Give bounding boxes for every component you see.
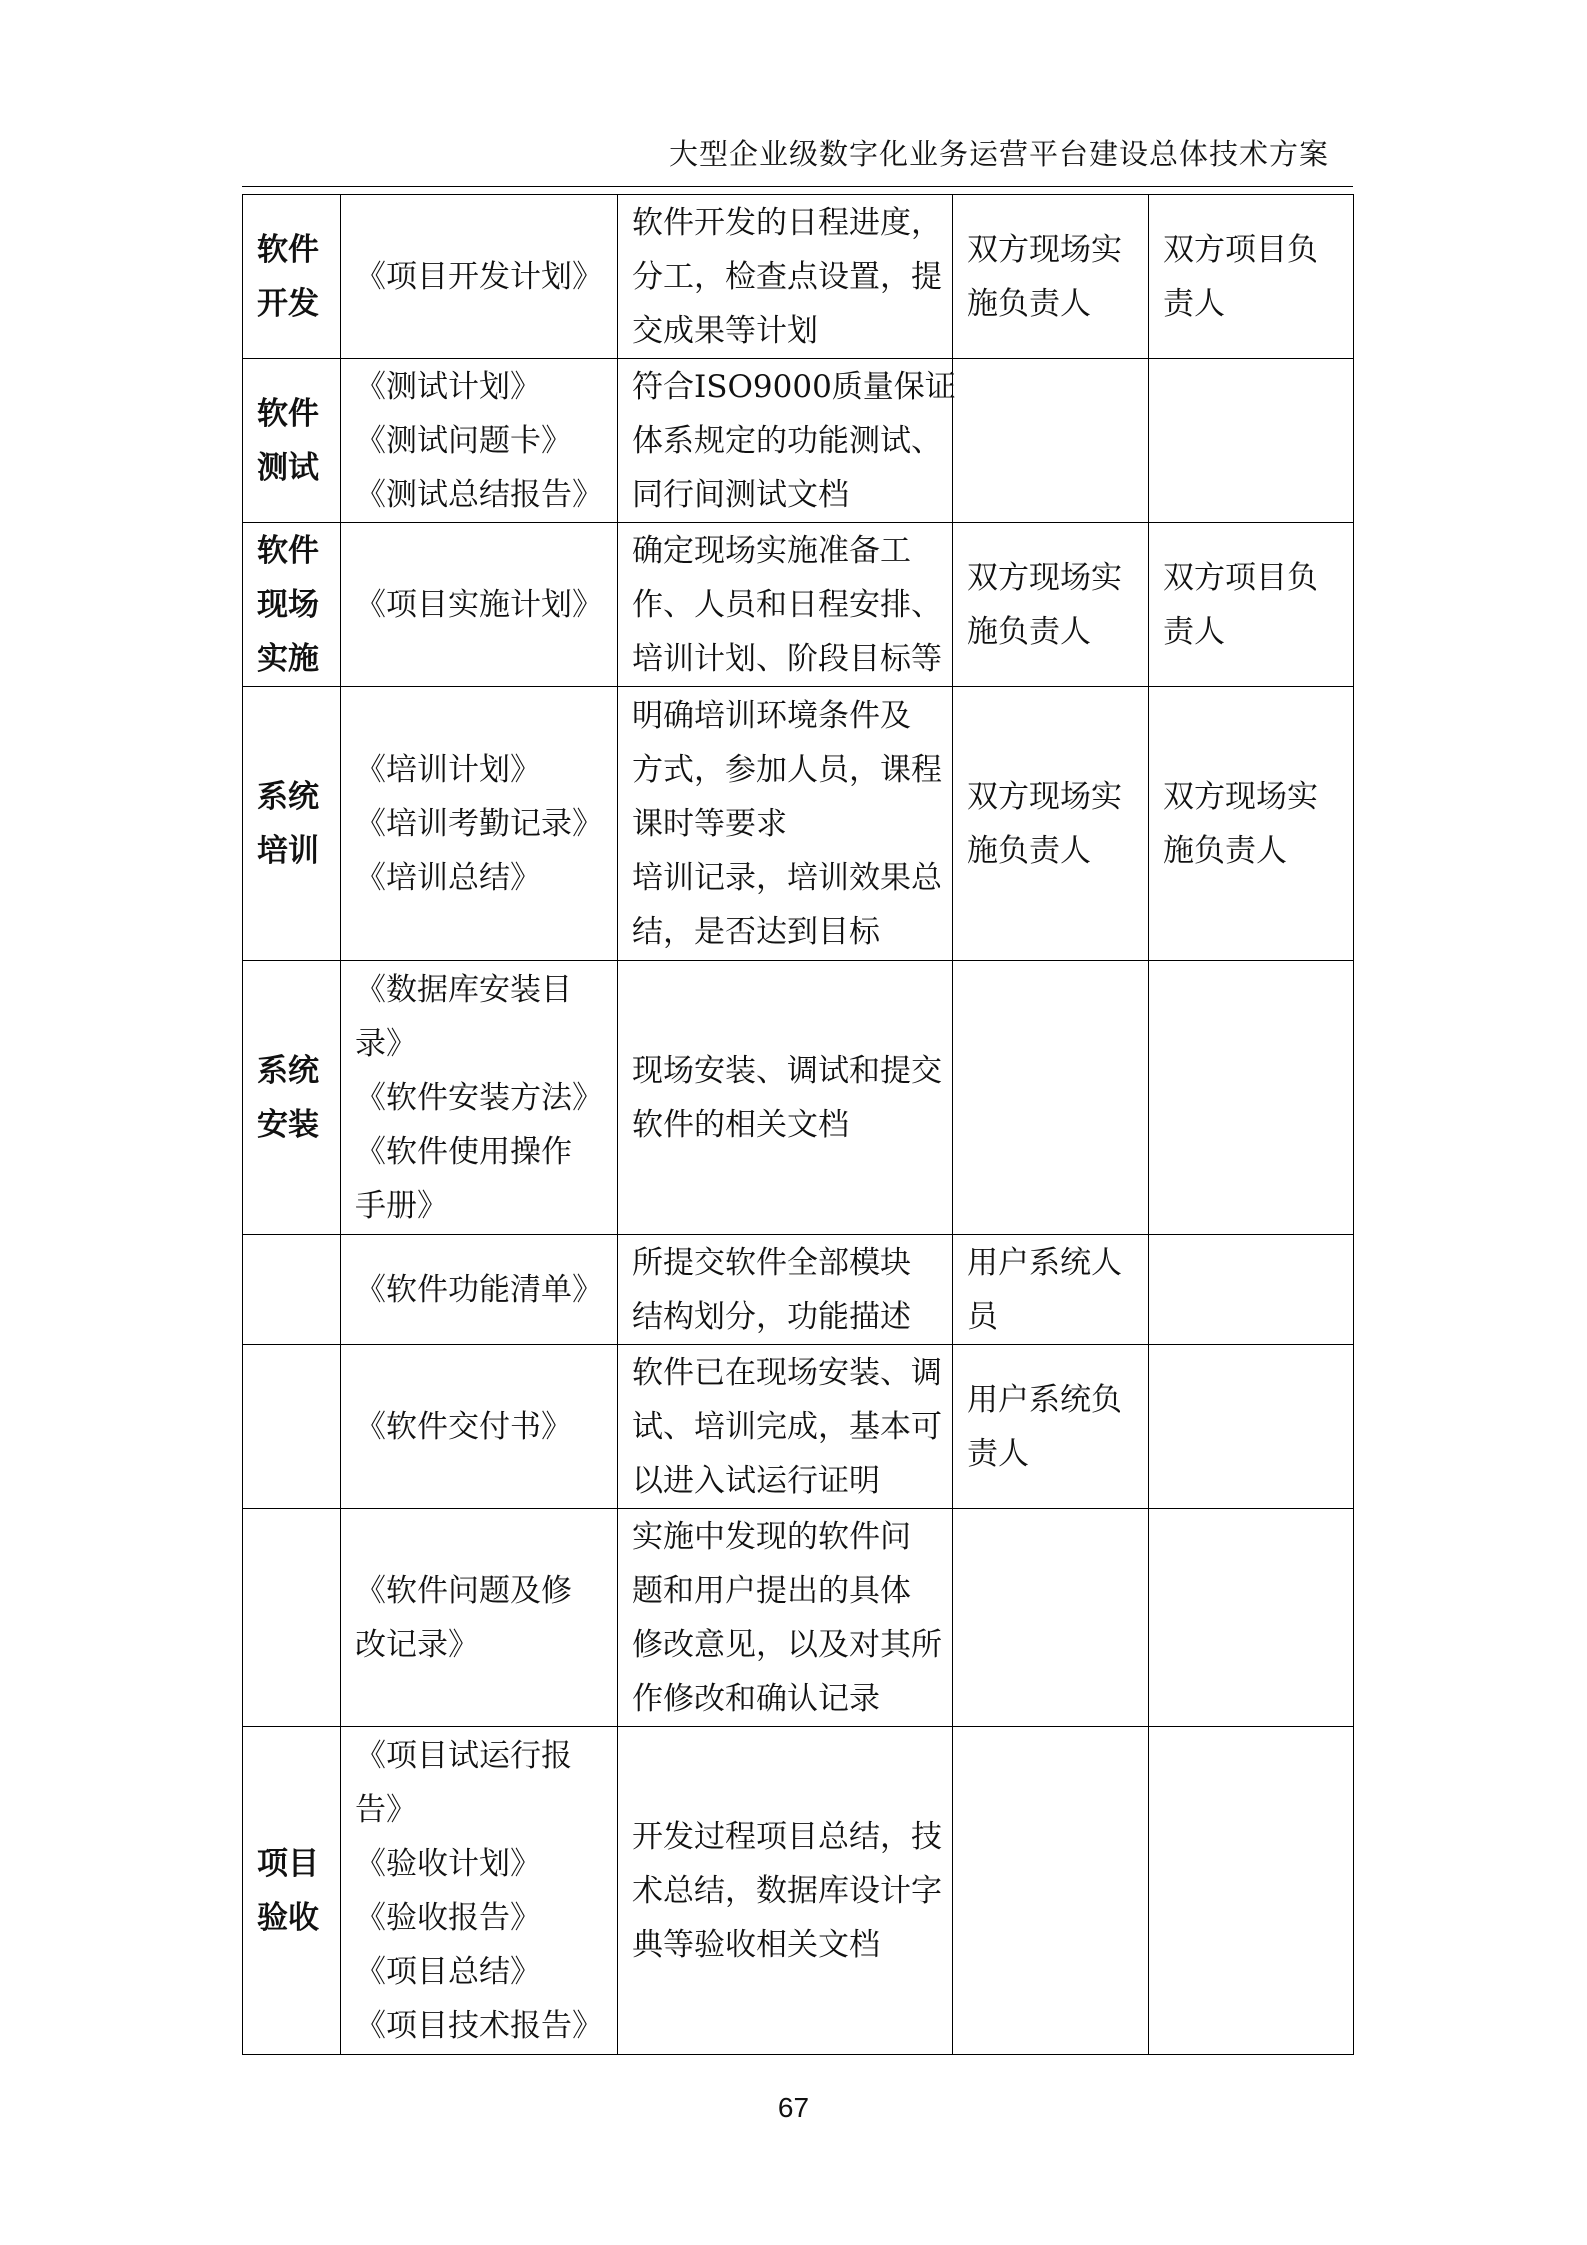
phase-cell (243, 359, 341, 523)
table-row (243, 1345, 1354, 1509)
table-body (243, 195, 1354, 2055)
cell-text-line: 现场安装、调试和提交 (632, 1052, 942, 1089)
cell-text-line: 双方现场实 (967, 559, 1122, 596)
cell-text-line: 分工，检查点设置，提 (632, 258, 942, 295)
cell-text-line: 软件 (257, 231, 319, 268)
table-row (243, 687, 1354, 961)
responsible-party-cell (953, 1345, 1149, 1509)
cell-text-line: 《测试总结报告》 (355, 476, 603, 513)
cell-text-line: 培训计划、阶段目标等 (632, 640, 942, 677)
cell-text-line: 《验收计划》 (355, 1845, 541, 1882)
cell-text-line: 《测试问题卡》 (355, 422, 572, 459)
approver-cell (1149, 523, 1354, 687)
cell-text-line: 结构划分，功能描述 (632, 1298, 911, 1335)
documents-cell (341, 523, 618, 687)
description-cell (618, 359, 956, 523)
cell-text-line: 施负责人 (967, 285, 1091, 322)
cell-text-line: 结，是否达到目标 (632, 913, 880, 950)
approver-cell (1149, 687, 1354, 961)
cell-text-line: 《软件交付书》 (355, 1408, 572, 1445)
approver-cell (1149, 1727, 1354, 2055)
table-row (243, 195, 1354, 359)
phase-cell (243, 1727, 341, 2055)
table-row (243, 1509, 1354, 1727)
table-row (243, 523, 1354, 687)
cell-text-line: 责人 (967, 1435, 1029, 1472)
documents-cell (341, 1235, 618, 1345)
cell-text-line: 安装 (257, 1106, 319, 1143)
table-row (243, 1727, 1354, 2055)
description-cell (618, 687, 953, 961)
cell-text-line: 课时等要求 (632, 805, 787, 842)
cell-text-line: 软件已在现场安装、调 (632, 1354, 942, 1391)
responsible-party-cell (953, 1235, 1149, 1345)
cell-text-line: 同行间测试文档 (632, 476, 849, 513)
documents-cell (341, 1345, 618, 1509)
cell-text-line: 试、培训完成，基本可 (632, 1408, 942, 1445)
cell-text-line: 软件开发的日程进度， (632, 204, 942, 241)
description-cell (618, 523, 953, 687)
phase-cell (243, 195, 341, 359)
documents-cell (341, 961, 618, 1235)
cell-text-line: 系统 (257, 1052, 319, 1089)
cell-text-line: 《数据库安装目 (355, 971, 572, 1008)
cell-text-line: 施负责人 (967, 832, 1091, 869)
responsible-party-cell (953, 687, 1149, 961)
cell-text-line: 《软件问题及修 (355, 1572, 572, 1609)
cell-text-line: 交成果等计划 (632, 312, 818, 349)
approver-cell (1149, 1345, 1354, 1509)
cell-text-line: 施负责人 (967, 613, 1091, 650)
approver-cell (1149, 195, 1354, 359)
cell-text-line: 《软件安装方法》 (355, 1079, 603, 1116)
cell-text-line: 《验收报告》 (355, 1899, 541, 1936)
cell-text-line: 责人 (1163, 613, 1225, 650)
cell-text-line: 作修改和确认记录 (632, 1680, 880, 1717)
cell-text-line: 修改意见，以及对其所 (632, 1626, 942, 1663)
cell-text-line: 手册》 (355, 1187, 448, 1224)
cell-text-line: 验收 (257, 1899, 319, 1936)
description-cell (618, 1727, 953, 2055)
cell-text-line: 作、人员和日程安排、 (632, 586, 942, 623)
description-cell (618, 195, 953, 359)
cell-text-line: 双方项目负 (1163, 231, 1318, 268)
phase-cell (243, 1345, 341, 1509)
cell-text-line: 《项目开发计划》 (355, 258, 603, 295)
phase-cell (243, 961, 341, 1235)
cell-text-line: 《软件使用操作 (355, 1133, 572, 1170)
cell-text-line: 以进入试运行证明 (632, 1462, 880, 1499)
cell-text-line: 明确培训环境条件及 (632, 697, 911, 734)
cell-text-line: 用户系统人 (967, 1244, 1122, 1281)
cell-text-line: 《培训总结》 (355, 859, 541, 896)
cell-text-line: 典等验收相关文档 (632, 1926, 880, 1963)
cell-text-line: 改记录》 (355, 1626, 479, 1663)
cell-text-line: 实施 (257, 640, 319, 677)
phase-cell (243, 523, 341, 687)
cell-text-line: 用户系统负 (967, 1381, 1122, 1418)
cell-text-line: 培训 (257, 832, 319, 869)
cell-text-line: 《培训考勤记录》 (355, 805, 603, 842)
table-row (243, 359, 1354, 523)
approver-cell (1149, 1509, 1354, 1727)
header-rule (242, 186, 1353, 187)
responsible-party-cell (953, 195, 1149, 359)
cell-text-line: 术总结，数据库设计字 (632, 1872, 942, 1909)
responsible-party-cell (953, 523, 1149, 687)
cell-text-line: 双方现场实 (967, 231, 1122, 268)
deliverables-table (242, 194, 1354, 2055)
documents-cell (341, 1727, 618, 2055)
approver-cell (1149, 1235, 1354, 1345)
cell-text-line: 《软件功能清单》 (355, 1271, 603, 1308)
cell-text-line: 软件 (257, 395, 319, 432)
cell-text-line: 《测试计划》 (355, 368, 541, 405)
cell-text-line: 软件的相关文档 (632, 1106, 849, 1143)
cell-text-line: 软件 (257, 532, 319, 569)
cell-text-line: 符合ISO9000质量保证 (632, 368, 956, 405)
cell-text-line: 《项目总结》 (355, 1953, 541, 1990)
cell-text-line: 双方现场实 (967, 778, 1122, 815)
documents-cell (341, 1509, 618, 1727)
cell-text-line: 测试 (257, 449, 319, 486)
cell-text-line: 双方现场实 (1163, 778, 1318, 815)
approver-cell (1149, 961, 1354, 1235)
cell-text-line: 双方项目负 (1163, 559, 1318, 596)
description-cell (618, 1509, 953, 1727)
documents-cell (341, 687, 618, 961)
cell-text-line: 所提交软件全部模块 (632, 1244, 911, 1281)
description-cell (618, 1345, 953, 1509)
cell-text-line: 告》 (355, 1791, 417, 1828)
documents-cell (341, 195, 618, 359)
approver-cell (1149, 359, 1354, 523)
cell-text-line: 系统 (257, 778, 319, 815)
cell-text-line: 《项目技术报告》 (355, 2007, 603, 2044)
cell-text-line: 录》 (355, 1025, 417, 1062)
cell-text-line: 《项目试运行报 (355, 1737, 572, 1774)
table-row (243, 1235, 1354, 1345)
cell-text-line: 确定现场实施准备工 (632, 532, 911, 569)
phase-cell (243, 1235, 341, 1345)
cell-text-line: 方式，参加人员，课程 (632, 751, 942, 788)
cell-text-line: 实施中发现的软件问 (632, 1518, 911, 1555)
cell-text-line: 员 (967, 1298, 998, 1335)
cell-text-line: 体系规定的功能测试、 (632, 422, 942, 459)
page-header-title: 大型企业级数字化业务运营平台建设总体技术方案 (668, 137, 1329, 171)
cell-text-line: 现场 (257, 586, 319, 623)
cell-text-line: 开发过程项目总结，技 (632, 1818, 942, 1855)
responsible-party-cell (953, 1509, 1149, 1727)
phase-cell (243, 1509, 341, 1727)
cell-text-line: 项目 (257, 1845, 319, 1882)
responsible-party-cell (953, 1727, 1149, 2055)
phase-cell (243, 687, 341, 961)
documents-cell (341, 359, 618, 523)
cell-text-line: 《培训计划》 (355, 751, 541, 788)
cell-text-line: 《项目实施计划》 (355, 586, 603, 623)
cell-text-line: 责人 (1163, 285, 1225, 322)
cell-text-line: 开发 (257, 285, 319, 322)
responsible-party-cell (953, 359, 1149, 523)
table-row (243, 961, 1354, 1235)
description-cell (618, 1235, 953, 1345)
description-cell (618, 961, 953, 1235)
page-number: 67 (777, 2092, 810, 2123)
responsible-party-cell (953, 961, 1149, 1235)
cell-text-line: 培训记录，培训效果总 (632, 859, 942, 896)
cell-text-line: 施负责人 (1163, 832, 1287, 869)
cell-text-line: 题和用户提出的具体 (632, 1572, 911, 1609)
